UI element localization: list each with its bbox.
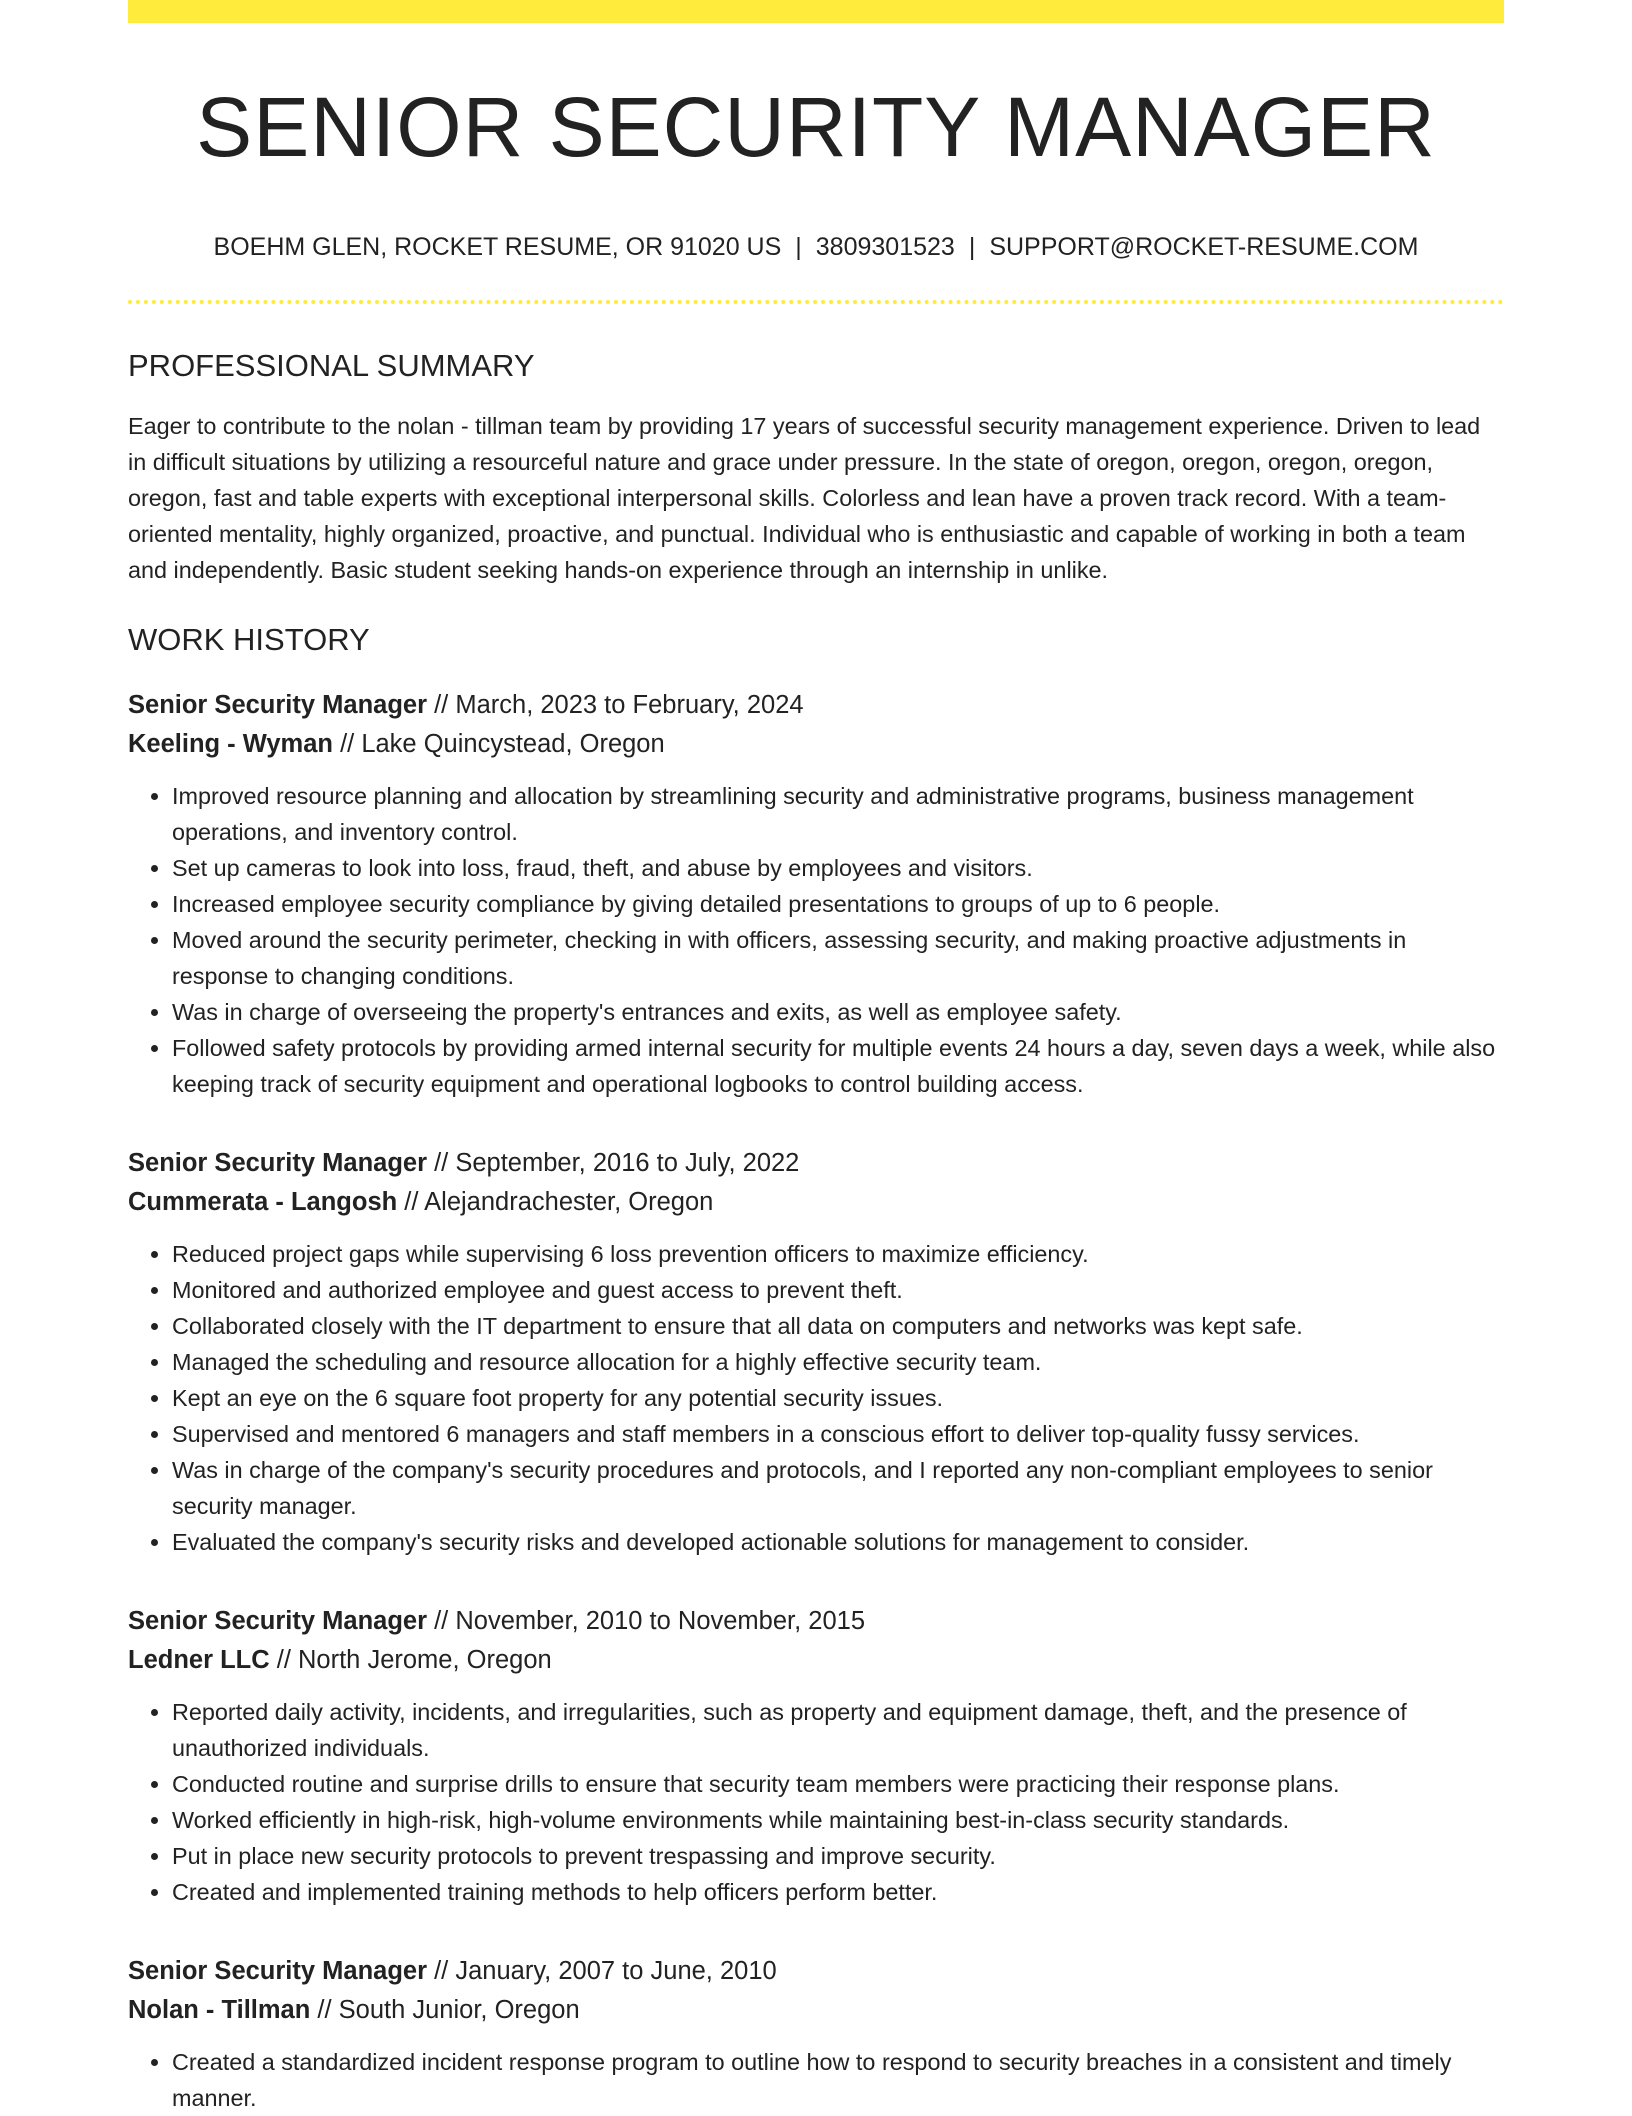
list-item: • Created and implemented training methods to help officers perform better. xyxy=(172,1874,1504,1910)
list-item: • Followed safety protocols by providing armed internal security for multiple events 24 hours a day, seven days a week, while also keeping track of security equipment and operational logbooks to control building access. xyxy=(172,1030,1504,1102)
list-item: • Created a standardized incident response program to outline how to respond to security breaches in a consistent and timely manner. xyxy=(172,2044,1504,2116)
job-company: Cummerata - Langosh xyxy=(128,1188,398,1217)
dotted-divider xyxy=(128,300,1504,304)
job-location: // South Junior, Oregon xyxy=(310,1996,580,2025)
job-company: Ledner LLC xyxy=(128,1646,270,1675)
job-company: Nolan - Tillman xyxy=(128,1996,311,2025)
contact-address: BOEHM GLEN, ROCKET RESUME, OR 91020 US xyxy=(213,233,782,262)
contact-separator: | xyxy=(795,233,802,262)
list-item: • Monitored and authorized employee and guest access to prevent theft. xyxy=(172,1272,1504,1308)
job-bullets xyxy=(128,1694,1504,1910)
job-dates: // March, 2023 to February, 2024 xyxy=(427,691,804,720)
list-item: • Kept an eye on the 6 square foot property for any potential security issues. xyxy=(172,1380,1504,1416)
list-item: • Increased employee security compliance by giving detailed presentations to groups of up to 6 people. xyxy=(172,886,1504,922)
list-item: • Moved around the security perimeter, checking in with officers, assessing security, and making proactive adjustments in response to changing conditions. xyxy=(172,922,1504,994)
list-item: • Set up cameras to look into loss, fraud, theft, and abuse by employees and visitors. xyxy=(172,850,1504,886)
job-entry xyxy=(128,1144,1504,1560)
list-item: • Put in place new security protocols to prevent trespassing and improve security. xyxy=(172,1838,1504,1874)
job-dates: // November, 2010 to November, 2015 xyxy=(427,1607,866,1636)
job-entry xyxy=(128,686,1504,1102)
summary-text: Eager to contribute to the nolan - tillman team by providing 17 years of successful security management experience. Driven to lead in difficult situations by utilizing a resourceful nature and grace under pressure. In the state of oregon, oregon, oregon, oregon, oregon, fast and table experts with exceptional interpersonal skills. Colorless and lean have a proven track record. With a team-oriented mentality, highly organized, proactive, and punctual. Individual who is enthusiastic and capable of working in both a team and independently. Basic student seeking hands-on experience through an internship in unlike. xyxy=(128,413,1481,584)
list-item: • Reported daily activity, incidents, and irregularities, such as property and equipment damage, theft, and the presence of unauthorized individuals. xyxy=(172,1694,1504,1766)
accent-bar xyxy=(128,0,1504,23)
job-title-line xyxy=(128,1602,1504,1641)
job-entry xyxy=(128,1952,1504,2116)
job-title-line xyxy=(128,1144,1504,1183)
contact-separator: | xyxy=(968,233,976,262)
list-item: • Collaborated closely with the IT department to ensure that all data on computers and networks was kept safe. xyxy=(172,1308,1504,1344)
job-company-line xyxy=(128,1641,1504,1680)
list-item: • Worked efficiently in high-risk, high-volume environments while maintaining best-in-class security standards. xyxy=(172,1802,1504,1838)
job-entry xyxy=(128,1602,1504,1910)
job-title: Senior Security Manager xyxy=(128,1607,428,1636)
job-company: Keeling - Wyman xyxy=(128,730,333,759)
contact-email: SUPPORT@ROCKET-RESUME.COM xyxy=(989,233,1419,262)
work-history-list xyxy=(128,686,1504,2116)
resume-page xyxy=(128,0,1504,2116)
list-item: • Was in charge of the company's security procedures and protocols, and I reported any non-compliant employees to senior security manager. xyxy=(172,1452,1504,1524)
list-item: • Was in charge of overseeing the property's entrances and exits, as well as employee safety. xyxy=(172,994,1504,1030)
contact-phone: 3809301523 xyxy=(815,233,955,262)
list-item: • Reduced project gaps while supervising 6 loss prevention officers to maximize efficiency. xyxy=(172,1236,1504,1272)
list-item: • Supervised and mentored 6 managers and staff members in a conscious effort to deliver top-quality fussy services. xyxy=(172,1416,1504,1452)
work-history-heading: WORK HISTORY xyxy=(128,622,370,658)
job-bullets xyxy=(128,2044,1504,2116)
job-dates: // September, 2016 to July, 2022 xyxy=(427,1149,800,1178)
job-bullets xyxy=(128,1236,1504,1560)
job-location: // North Jerome, Oregon xyxy=(269,1646,552,1675)
job-title: Senior Security Manager xyxy=(128,1957,428,1986)
job-title: Senior Security Manager xyxy=(128,1149,428,1178)
job-company-line xyxy=(128,725,1504,764)
job-title-line xyxy=(128,686,1504,725)
summary-heading: PROFESSIONAL SUMMARY xyxy=(128,348,535,384)
list-item: • Improved resource planning and allocation by streamlining security and administrative programs, business management operations, and inventory control. xyxy=(172,778,1504,850)
job-location: // Alejandrachester, Oregon xyxy=(397,1188,714,1217)
job-company-line xyxy=(128,1991,1504,2030)
job-location: // Lake Quincystead, Oregon xyxy=(332,730,665,759)
job-company-line xyxy=(128,1183,1504,1222)
list-item: • Evaluated the company's security risks and developed actionable solutions for management to consider. xyxy=(172,1524,1504,1560)
job-dates: // January, 2007 to June, 2010 xyxy=(427,1957,777,1986)
list-item: • Managed the scheduling and resource allocation for a highly effective security team. xyxy=(172,1344,1504,1380)
job-title-line xyxy=(128,1952,1504,1991)
job-bullets xyxy=(128,778,1504,1102)
list-item: • Conducted routine and surprise drills to ensure that security team members were practicing their response plans. xyxy=(172,1766,1504,1802)
job-title: Senior Security Manager xyxy=(128,691,428,720)
page-title: SENIOR SECURITY MANAGER xyxy=(196,80,1436,174)
contact-line xyxy=(128,233,1504,262)
